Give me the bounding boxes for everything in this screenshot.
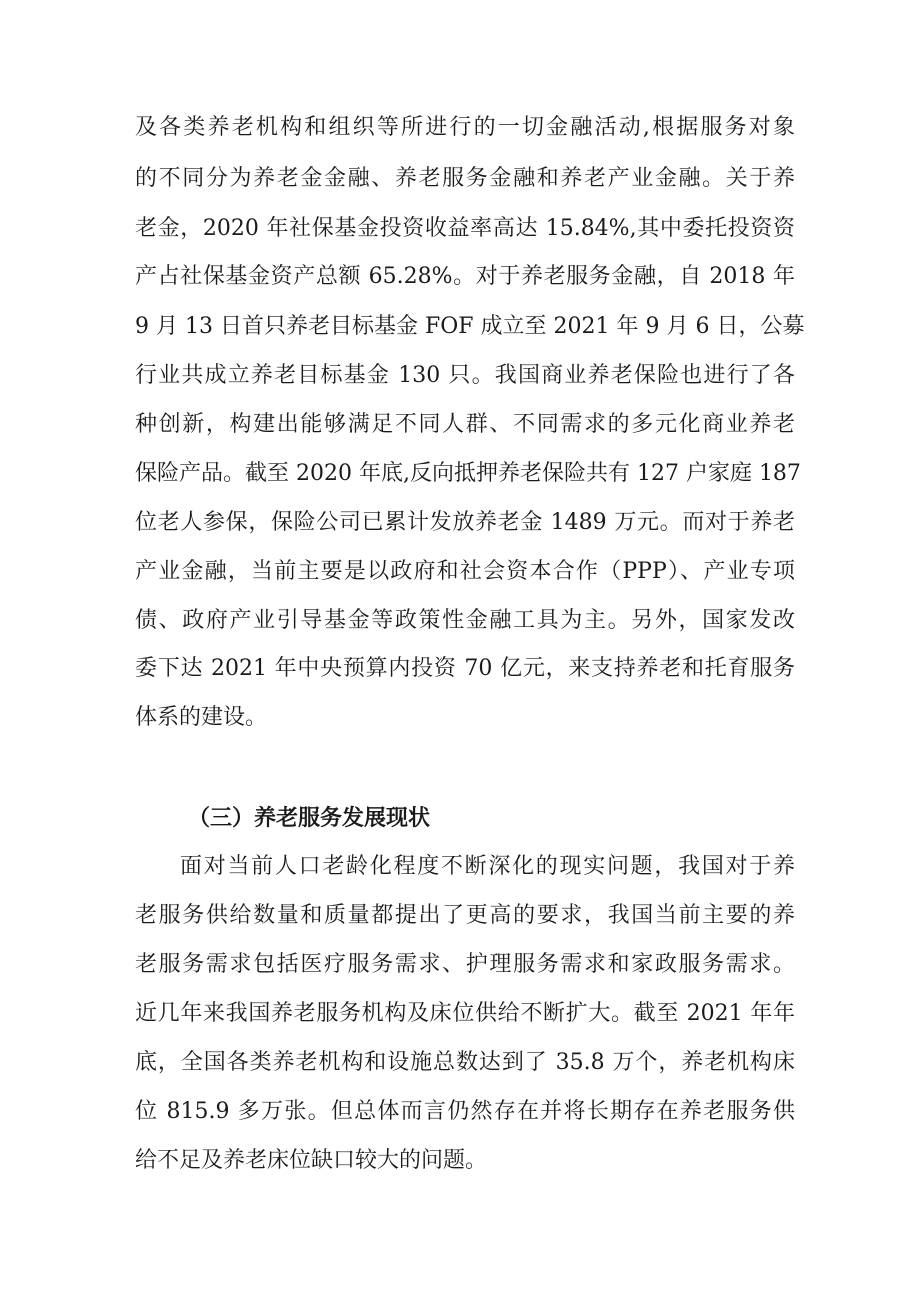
paragraph-line: 老服务供给数量和质量都提出了更高的要求，我国当前主要的养 [135, 903, 795, 928]
paragraph-line: 位老人参保，保险公司已累计发放养老金 1489 万元。而对于养老 [135, 510, 795, 535]
paragraph-line: 产占社保基金资产总额 65.28%。对于养老服务金融，自 2018 年 [135, 264, 795, 289]
paragraph-line: 及各类养老机构和组织等所进行的一切金融活动,根据服务对象 [135, 115, 795, 140]
paragraph-line: 面对当前人口老龄化程度不断深化的现实问题，我国对于养 [180, 854, 795, 879]
paragraph-line: 种创新，构建出能够满足不同人群、不同需求的多元化商业养老 [135, 412, 795, 437]
paragraph-line: 的不同分为养老金金融、养老服务金融和养老产业金融。关于养 [135, 166, 795, 191]
paragraph-line: 体系的建设。 [135, 705, 268, 730]
paragraph-line: 老服务需求包括医疗服务需求、护理服务需求和家政服务需求。 [135, 952, 795, 977]
paragraph-line: 产业金融，当前主要是以政府和社会资本合作（PPP）、产业专项 [135, 559, 795, 584]
paragraph-line: 行业共成立养老目标基金 130 只。我国商业养老保险也进行了各 [135, 363, 795, 388]
paragraph-line: 给不足及养老床位缺口较大的问题。 [135, 1148, 488, 1173]
paragraph-line: 位 815.9 多万张。但总体而言仍然存在并将长期存在养老服务供 [135, 1099, 795, 1124]
paragraph-line: 底，全国各类养老机构和设施总数达到了 35.8 万个，养老机构床 [135, 1050, 795, 1075]
paragraph-line: 债、政府产业引导基金等政策性金融工具为主。另外，国家发改 [135, 608, 795, 633]
section-heading: （三）养老服务发展现状 [188, 805, 431, 831]
paragraph-line: 近几年来我国养老服务机构及床位供给不断扩大。截至 2021 年年 [135, 1001, 795, 1026]
paragraph-line: 9 月 13 日首只养老目标基金 FOF 成立至 2021 年 9 月 6 日，公募 [135, 314, 805, 339]
paragraph-line: 委下达 2021 年中央预算内投资 70 亿元，来支持养老和托育服务 [135, 656, 795, 681]
paragraph-line: 保险产品。截至 2020 年底,反向抵押养老保险共有 127 户家庭 187 [135, 461, 801, 486]
paragraph-line: 老金，2020 年社保基金投资收益率高达 15.84%,其中委托投资资 [135, 216, 795, 241]
